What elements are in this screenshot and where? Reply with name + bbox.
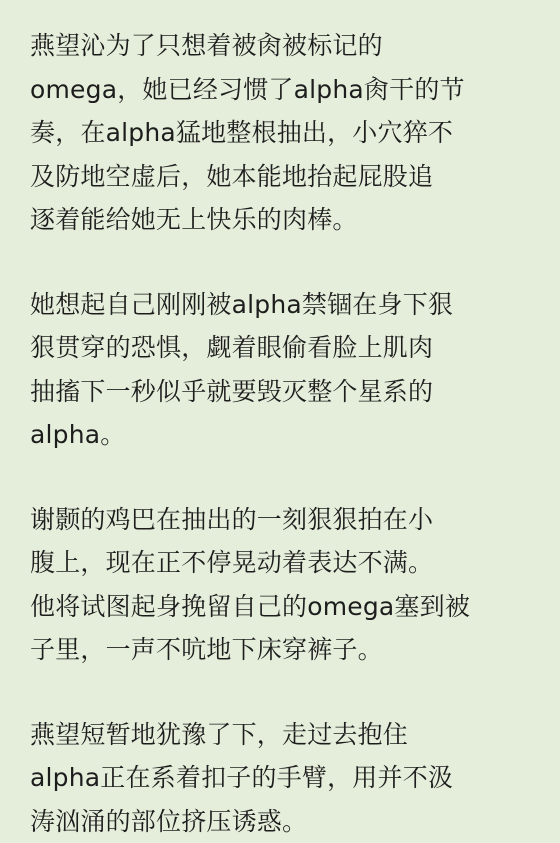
paragraph-2 xyxy=(30,283,544,457)
text-line: 及防地空虚后，她本能地抬起屁股追 xyxy=(30,155,544,199)
text-line: 狠贯穿的恐惧，觑着眼偷看脸上肌肉 xyxy=(30,326,544,370)
paragraph-3 xyxy=(30,498,544,672)
text-line: omega，她已经习惯了alpha肏干的节 xyxy=(30,68,544,112)
text-line: alpha。 xyxy=(30,413,544,457)
text-line: 奏，在alpha猛地整根抽出，小穴猝不 xyxy=(30,111,544,155)
text-line: 抽搐下一秒似乎就要毁灭整个星系的 xyxy=(30,370,544,414)
paragraph-1 xyxy=(30,24,544,242)
text-line: 她想起自己刚刚被alpha禁锢在身下狠 xyxy=(30,283,544,327)
text-line: 燕望短暂地犹豫了下，走过去抱住 xyxy=(30,713,544,757)
text-line: 腹上，现在正不停晃动着表达不满。 xyxy=(30,541,544,585)
text-line: 谢颢的鸡巴在抽出的一刻狠狠拍在小 xyxy=(30,498,544,542)
paragraph-spacer xyxy=(30,242,544,283)
text-line: 子里，一声不吭地下床穿裤子。 xyxy=(30,628,544,672)
text-line: 涛汹涌的部位挤压诱惑。 xyxy=(30,800,544,843)
paragraph-spacer xyxy=(30,672,544,713)
text-line: 燕望沁为了只想着被肏被标记的 xyxy=(30,24,544,68)
paragraph-4 xyxy=(30,713,544,843)
text-line: 他将试图起身挽留自己的omega塞到被 xyxy=(30,585,544,629)
text-line: alpha正在系着扣子的手臂，用并不汲 xyxy=(30,756,544,800)
paragraph-spacer xyxy=(30,457,544,498)
text-line: 逐着能给她无上快乐的肉棒。 xyxy=(30,198,544,242)
